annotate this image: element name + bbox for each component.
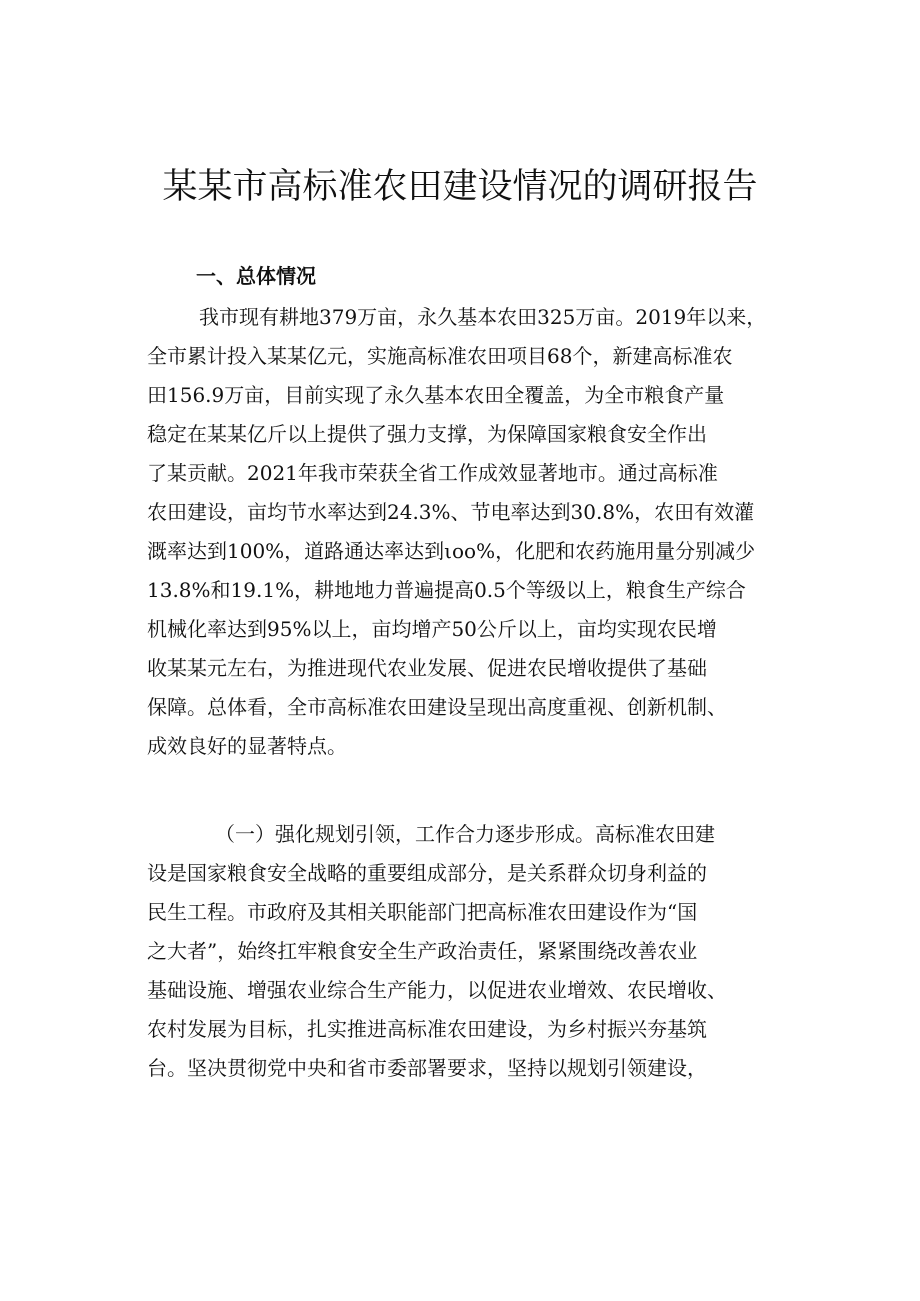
text-line: 民生工程。市政府及其相关职能部门把高标准农田建设作为“国 [147,900,698,924]
paragraph-planning [147,815,827,1088]
paragraph-overview [147,298,827,766]
text-line: 了某贡献。2021年我市荣获全省工作成效显著地市。通过高标准 [147,461,718,485]
text-line: （一）强化规划引领，工作合力逐步形成。高标准农田建 [215,822,715,846]
text-line: 设是国家粮食安全战略的重要组成部分，是关系群众切身利益的 [147,861,707,885]
text-line: 13.8%和19.1%，耕地地力普遍提高0.5个等级以上，粮食生产综合 [147,578,746,602]
text-line: 收某某元左右，为推进现代农业发展、促进农民增收提供了基础 [147,656,707,680]
text-line: 台。坚决贯彻党中央和省市委部署要求，坚持以规划引领建设， [147,1056,707,1080]
section-heading: 一、总体情况 [196,264,316,288]
text-line: 我市现有耕地379万亩，永久基本农田325万亩。2019年以来， [199,305,767,329]
text-line: 农田建设，亩均节水率达到24.3%、节电率达到30.8%，农田有效灌 [147,500,755,524]
document-title: 某某市高标准农田建设情况的调研报告 [162,167,758,207]
text-line: 全市累计投入某某亿元，实施高标准农田项目68个，新建高标准农 [147,344,733,368]
text-line: 机械化率达到95%以上，亩均增产50公斤以上，亩均实现农民增 [147,617,717,641]
text-line: 农村发展为目标，扎实推进高标准农田建设，为乡村振兴夯基筑 [147,1017,707,1041]
text-line: 成效良好的显著特点。 [147,734,347,758]
text-line: 之大者”，始终扛牢粮食安全生产政治责任，紧紧围绕改善农业 [147,939,698,963]
text-line: 保障。总体看，全市高标准农田建设呈现出高度重视、创新机制、 [147,695,727,719]
text-line: 稳定在某某亿斤以上提供了强力支撑，为保障国家粮食安全作出 [147,422,707,446]
text-line: 基础设施、增强农业综合生产能力，以促进农业增效、农民增收、 [147,978,727,1002]
text-line: 溉率达到100%，道路通达率达到ιoo%，化肥和农药施用量分别减少 [147,539,756,563]
text-line: 田156.9万亩，目前实现了永久基本农田全覆盖，为全市粮食产量 [147,383,725,407]
